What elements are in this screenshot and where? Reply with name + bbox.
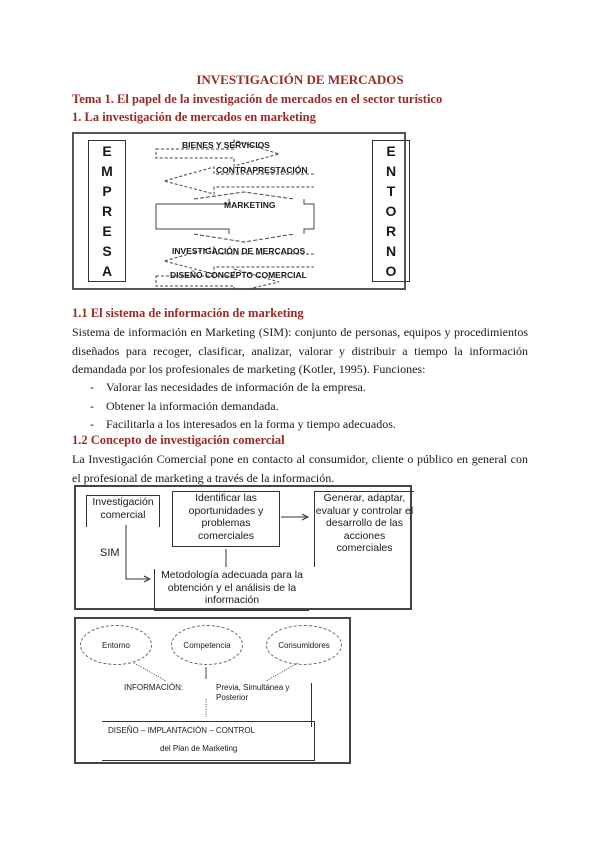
tema-heading: Tema 1. El papel de la investigación de mercados en el sector turístico — [72, 92, 443, 106]
label-plan: del Plan de Marketing — [160, 744, 238, 753]
arrow-marketing: MARKETING — [224, 200, 276, 210]
ic-diagram — [74, 485, 412, 610]
info-diagram — [74, 617, 351, 764]
letter: E — [102, 223, 112, 239]
section-1-1-heading: 1.1 El sistema de información de marketing — [72, 306, 304, 320]
label-informacion: INFORMACIÓN: — [124, 683, 184, 692]
box-metodologia: Metodología adecuada para la obtención y el análisis de la información — [154, 569, 309, 611]
bullet-item: - Facilitarla a los interesados en la forma y tiempo adecuados. — [90, 417, 396, 431]
marketing-diagram — [72, 132, 406, 290]
letter: R — [385, 223, 397, 239]
section-1-2-heading: 1.2 Concepto de investigación comercial — [72, 433, 285, 447]
letter: T — [386, 183, 396, 199]
paragraph-ic: La Investigación Comercial pone en contacto al consumidor, cliente o público en general con el profesional de marketing a través de la información. — [72, 452, 528, 485]
box-investigacion: Investigación comercial — [86, 495, 160, 527]
letter: E — [102, 143, 112, 159]
label-previa: Previa, Simultánea y Posterior — [216, 683, 312, 727]
ellipse-entorno: Entorno — [80, 625, 152, 665]
label-diseno: DISEÑO – IMPLANTACIÓN – CONTROL — [108, 726, 255, 735]
bullet-item: - Obtener la información demandada. — [90, 398, 279, 413]
arrow-investigacion: INVESTIGACIÓN DE MERCADOS — [172, 246, 306, 256]
label-sim: SIM — [100, 547, 120, 559]
letter: O — [385, 263, 397, 279]
letter: R — [101, 203, 113, 219]
paragraph-sim: Sistema de información en Marketing (SIM): conjunto de personas, equipos y procedimientos diseñados para recoger, clasificar, analizar, valorar y distribuir a tiempo la información demandada por los profesionales de marketing (Kotler, 1995). Funciones: — [72, 325, 528, 376]
ellipse-competencia: Competencia — [171, 625, 243, 665]
connector-arrows — [76, 487, 412, 609]
bullet-list — [90, 378, 396, 434]
section-1-heading: 1. La investigación de mercados en marketing — [72, 110, 316, 124]
letter: O — [385, 203, 397, 219]
doc-title: INVESTIGACIÓN DE MERCADOS — [196, 72, 404, 87]
letter: N — [385, 163, 397, 179]
box-identificar: Identificar las oportunidades y problemas comerciales — [172, 491, 280, 547]
arrow-diseno: DISEÑO CONCEPTO COMERCIAL — [170, 270, 307, 280]
bullet-text: Valorar las necesidades de información de la empresa. — [106, 380, 366, 394]
letter: S — [102, 243, 112, 259]
arrow-bienes: BIENES Y SERVICIOS — [182, 140, 270, 150]
bullet-text: Facilitarla a los interesados en la forma y tiempo adecuados. — [106, 417, 396, 431]
letter: M — [101, 163, 113, 179]
letter: P — [102, 183, 112, 199]
box-diseno — [102, 721, 315, 761]
letter: A — [101, 263, 113, 279]
bullet-text: Obtener la información demandada. — [106, 398, 279, 413]
bullet-item: - Valorar las necesidades de información de la empresa. — [90, 380, 366, 394]
letter: N — [385, 243, 397, 259]
arrow-contraprestacion: CONTRAPRESTACIÓN — [216, 165, 308, 175]
arrows-graphic — [74, 134, 404, 289]
box-generar: Generar, adaptar, evaluar y controlar el desarrollo de las acciones comerciales — [314, 491, 414, 567]
letter: E — [386, 143, 396, 159]
ellipse-consumidores: Consumidores — [266, 625, 342, 665]
